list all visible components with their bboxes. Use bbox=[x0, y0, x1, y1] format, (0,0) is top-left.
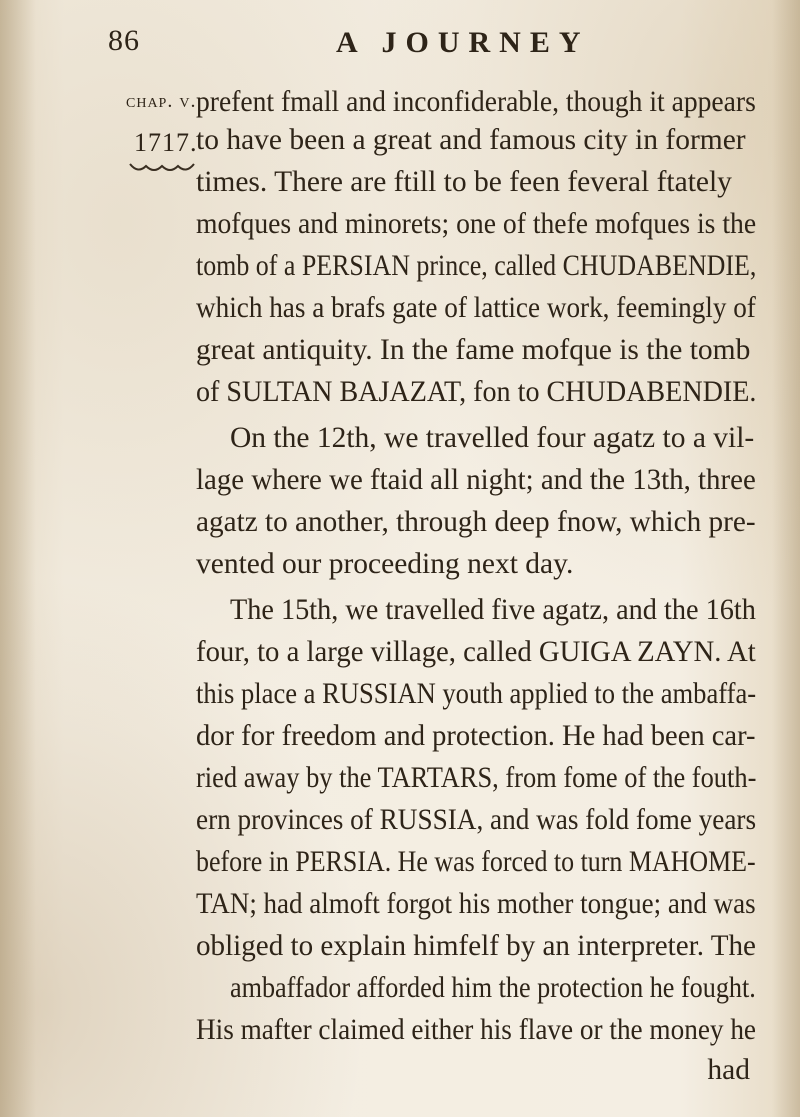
text-line: four, to a large village, called GUIGA ZAYN. At bbox=[196, 636, 756, 668]
text-line: ern provinces of RUSSIA, and was fold fome years bbox=[196, 804, 757, 836]
text-line: which has a brafs gate of lattice work, feemingly of bbox=[196, 292, 756, 324]
text-line: On the 12th, we travelled four agatz to a vil- bbox=[230, 422, 755, 454]
catchword: had bbox=[707, 1054, 750, 1086]
text-line: obliged to explain himfelf by an interpreter. The bbox=[196, 930, 756, 962]
text-line: this place a RUSSIAN youth applied to the ambaffa- bbox=[196, 678, 757, 710]
text-line: to have been a great and famous city in former bbox=[196, 124, 746, 156]
text-line: times. There are ftill to be feen feveral ftately bbox=[196, 166, 732, 198]
text-line: dor for freedom and protection. He had been car- bbox=[196, 720, 756, 752]
page-number: 86 bbox=[108, 24, 140, 57]
text-line: prefent fmall and inconfiderable, though it appears bbox=[196, 86, 756, 118]
text-line: before in PERSIA. He was forced to turn MAHOME- bbox=[196, 846, 756, 878]
page-shadow-left bbox=[0, 0, 36, 1117]
text-line: tomb of a PERSIAN prince, called CHUDABENDIE, bbox=[196, 250, 757, 282]
text-line: ambaffador afforded him the protection he fought. bbox=[230, 972, 756, 1004]
text-line: His mafter claimed either his flave or the money he bbox=[196, 1014, 757, 1046]
text-line: vented our proceeding next day. bbox=[196, 548, 574, 580]
text-line: agatz to another, through deep fnow, which pre- bbox=[196, 506, 756, 538]
year-flourish bbox=[128, 160, 198, 176]
running-title: A JOURNEY bbox=[336, 26, 590, 59]
text-line: lage where we ftaid all night; and the 13th, three bbox=[196, 464, 756, 496]
page-shadow-right bbox=[772, 0, 800, 1117]
margin-year: 1717. bbox=[134, 128, 198, 157]
text-line: mofques and minorets; one of thefe mofques is the bbox=[196, 208, 757, 240]
running-head bbox=[108, 24, 748, 68]
text-line: great antiquity. In the fame mofque is the tomb bbox=[196, 334, 751, 366]
text-line: TAN; had almoft forgot his mother tongue; and was bbox=[196, 888, 756, 920]
text-line: of SULTAN BAJAZAT, fon to CHUDABENDIE. bbox=[196, 376, 757, 408]
margin-chapter: chap. v. bbox=[126, 90, 197, 112]
text-line: The 15th, we travelled five agatz, and the 16th bbox=[230, 594, 756, 626]
text-line: ried away by the TARTARS, from fome of the fouth- bbox=[196, 762, 757, 794]
